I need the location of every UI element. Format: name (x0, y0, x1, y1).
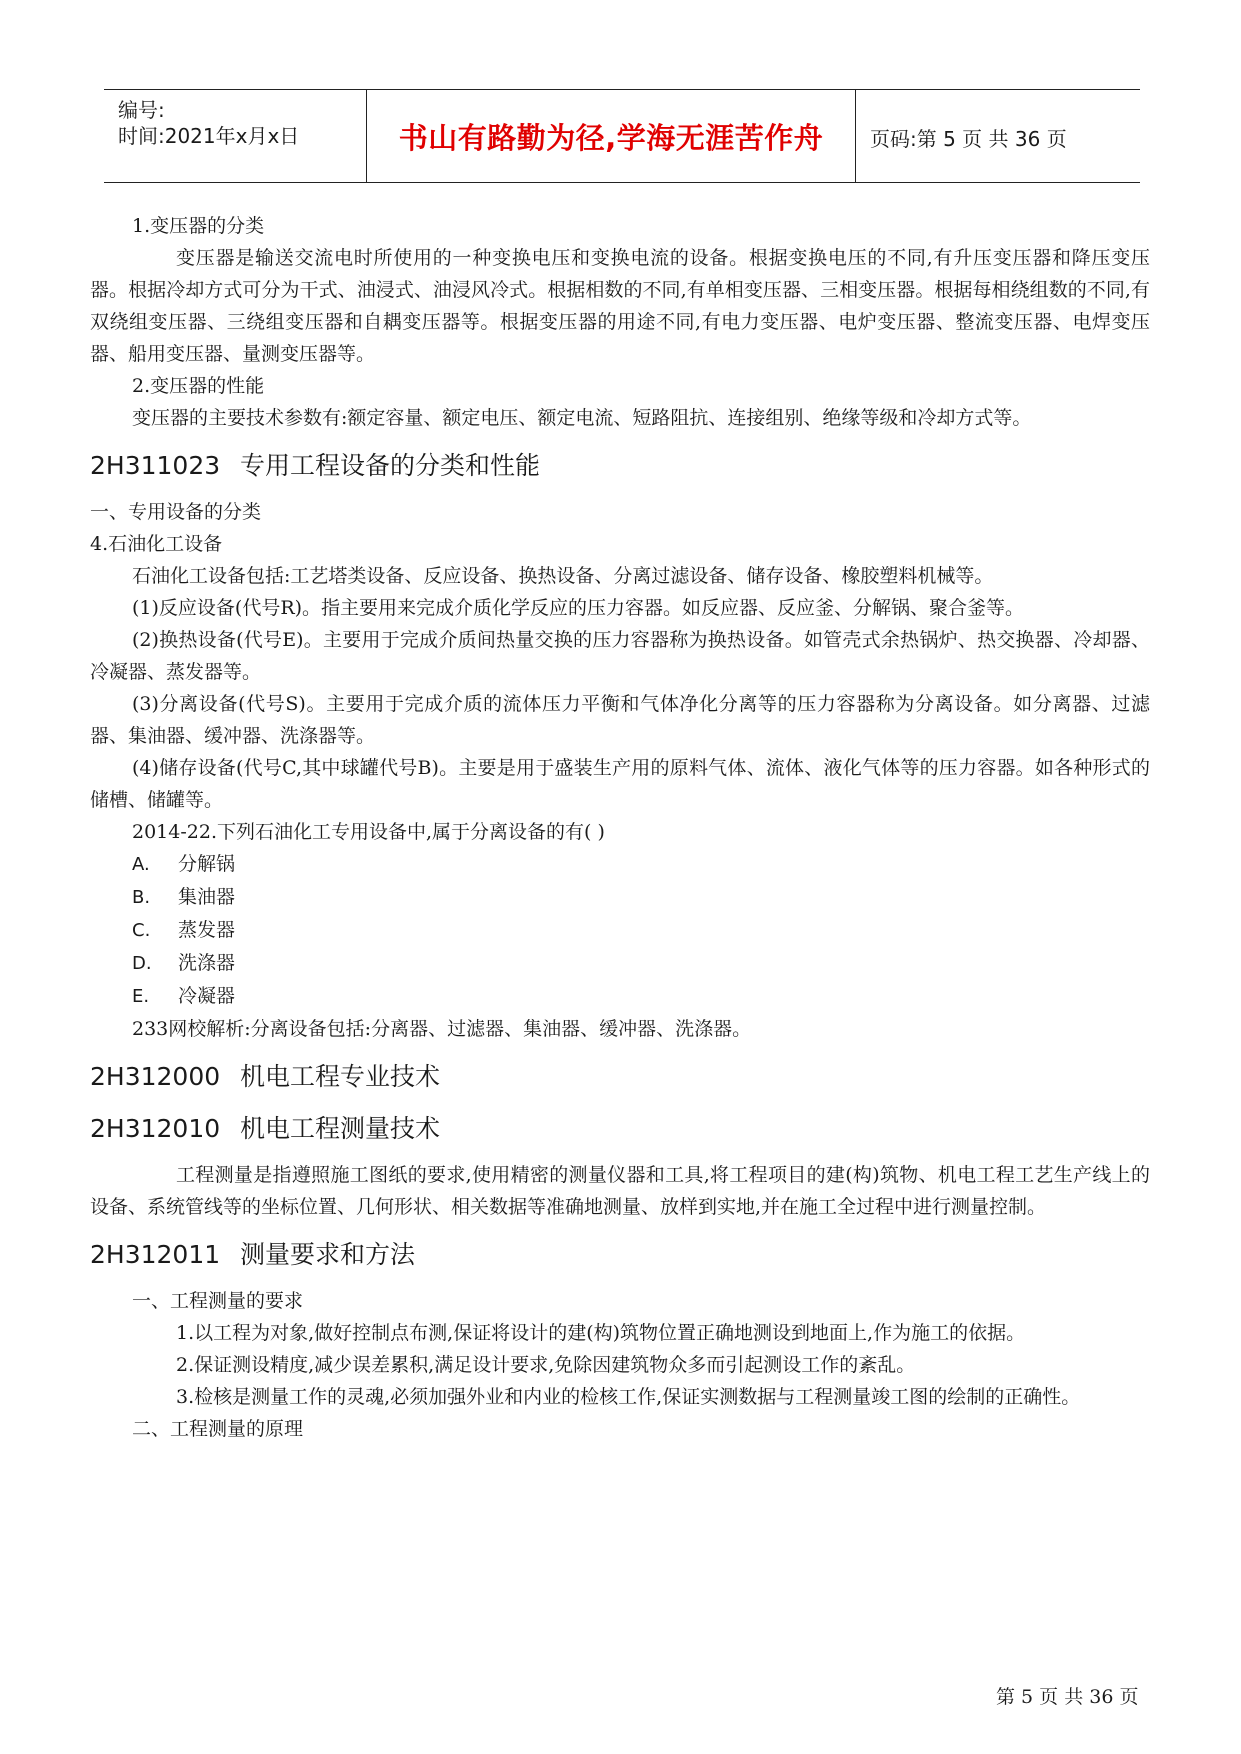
option-d (90, 947, 1150, 980)
subsection-title: 一、工程测量的要求 (132, 1290, 304, 1312)
page-footer: 第 5 页 共 36 页 (996, 1686, 1139, 1708)
option-e (90, 980, 1150, 1013)
subsection-title: 4.石油化工设备 (90, 533, 223, 555)
header-right-cell (856, 90, 1140, 182)
option-text: 冷凝器 (178, 985, 236, 1007)
heading-text: 测量要求和方法 (240, 1240, 416, 1269)
option-key: A. (132, 854, 150, 875)
paragraph: 3.检核是测量工作的灵魂,必须加强外业和内业的检核工作,保证实测数据与工程测量竣工图的绘制的正确性。 (176, 1386, 1081, 1408)
option-key: B. (132, 887, 151, 908)
header-motto: 书山有路勤为径,学海无涯苦作舟 (398, 121, 824, 155)
heading-text: 机电工程专业技术 (240, 1062, 441, 1091)
paragraph: 1.以工程为对象,做好控制点布测,保证将设计的建(构)筑物位置正确地测设到地面上,作为施工的依据。 (176, 1322, 1026, 1344)
paragraph: (1)反应设备(代号R)。指主要用来完成介质化学反应的压力容器。如反应器、反应釜、分解锅、聚合釜等。 (132, 597, 1025, 619)
option-key: E. (132, 986, 150, 1007)
page-header (104, 89, 1140, 183)
paragraph: 变压器是输送交流电时所使用的一种变换电压和变换电流的设备。根据变换电压的不同,有升压变压器和降压变压器。根据冷却方式可分为干式、油浸式、油浸风冷式。根据相数的不同,有单相变压器、三相变压器。根据每相绕组数的不同,有双绕组变压器、三绕组变压器和自耦变压器等。根据变压器的用途不同,有电力变压器、电炉变压器、整流变压器、电焊变压器、船用变压器、量测变压器等。 (90, 247, 1150, 365)
paragraph: 工程测量是指遵照施工图纸的要求,使用精密的测量仪器和工具,将工程项目的建(构)筑物、机电工程工艺生产线上的设备、系统管线等的坐标位置、几何形状、相关数据等准确地测量、放样到实地,并在施工全过程中进行测量控制。 (90, 1164, 1150, 1218)
document-body (90, 210, 1150, 1445)
paragraph: (4)储存设备(代号C,其中球罐代号B)。主要是用于盛装生产用的原料气体、流体、液化气体等的压力容器。如各种形式的储槽、储罐等。 (90, 757, 1150, 811)
paragraph: 石油化工设备包括:工艺塔类设备、反应设备、换热设备、分离过滤设备、储存设备、橡胶塑料机械等。 (132, 565, 994, 587)
heading-2H312010 (90, 1109, 1150, 1149)
paragraph: (3)分离设备(代号S)。主要用于完成介质的流体压力平衡和气体净化分离等的压力容器称为分离设备。如分离器、过滤器、集油器、缓冲器、洗涤器等。 (90, 693, 1150, 747)
section-title: 1.变压器的分类 (132, 215, 265, 237)
option-key: D. (132, 953, 152, 974)
option-text: 蒸发器 (178, 919, 236, 941)
heading-code: 2H311023 (90, 451, 221, 480)
heading-code: 2H312011 (90, 1240, 221, 1269)
option-a (90, 848, 1150, 881)
heading-text: 专用工程设备的分类和性能 (240, 451, 541, 480)
heading-2H312011 (90, 1235, 1150, 1275)
option-text: 洗涤器 (178, 952, 236, 974)
paragraph: (2)换热设备(代号E)。主要用于完成介质间热量交换的压力容器称为换热设备。如管壳式余热锅炉、热交换器、冷却器、冷凝器、蒸发器等。 (90, 629, 1150, 683)
header-page-number: 页码:第 5 页 共 36 页 (870, 127, 1067, 151)
heading-2H311023 (90, 446, 1150, 486)
option-text: 集油器 (178, 886, 236, 908)
number-label: 编号: (118, 98, 165, 122)
option-text: 分解锅 (178, 853, 236, 875)
option-c (90, 914, 1150, 947)
answer-analysis: 233网校解析:分离设备包括:分离器、过滤器、集油器、缓冲器、洗涤器。 (132, 1018, 752, 1040)
subsection-title: 一、专用设备的分类 (90, 501, 262, 523)
subsection-title: 二、工程测量的原理 (132, 1418, 304, 1440)
time-label: 时间:2021年x月x日 (118, 124, 300, 148)
question-stem: 2014-22.下列石油化工专用设备中,属于分离设备的有( ) (132, 821, 605, 843)
paragraph: 变压器的主要技术参数有:额定容量、额定电压、额定电流、短路阻抗、连接组别、绝缘等级和冷却方式等。 (132, 407, 1032, 429)
heading-code: 2H312010 (90, 1114, 221, 1143)
heading-2H312000 (90, 1057, 1150, 1097)
option-key: C. (132, 920, 151, 941)
header-motto-cell (366, 90, 856, 182)
section-title: 2.变压器的性能 (132, 375, 265, 397)
heading-code: 2H312000 (90, 1062, 221, 1091)
header-left-cell (104, 90, 366, 182)
option-b (90, 881, 1150, 914)
paragraph: 2.保证测设精度,减少误差累积,满足设计要求,免除因建筑物众多而引起测设工作的紊乱。 (176, 1354, 916, 1376)
heading-text: 机电工程测量技术 (240, 1114, 441, 1143)
